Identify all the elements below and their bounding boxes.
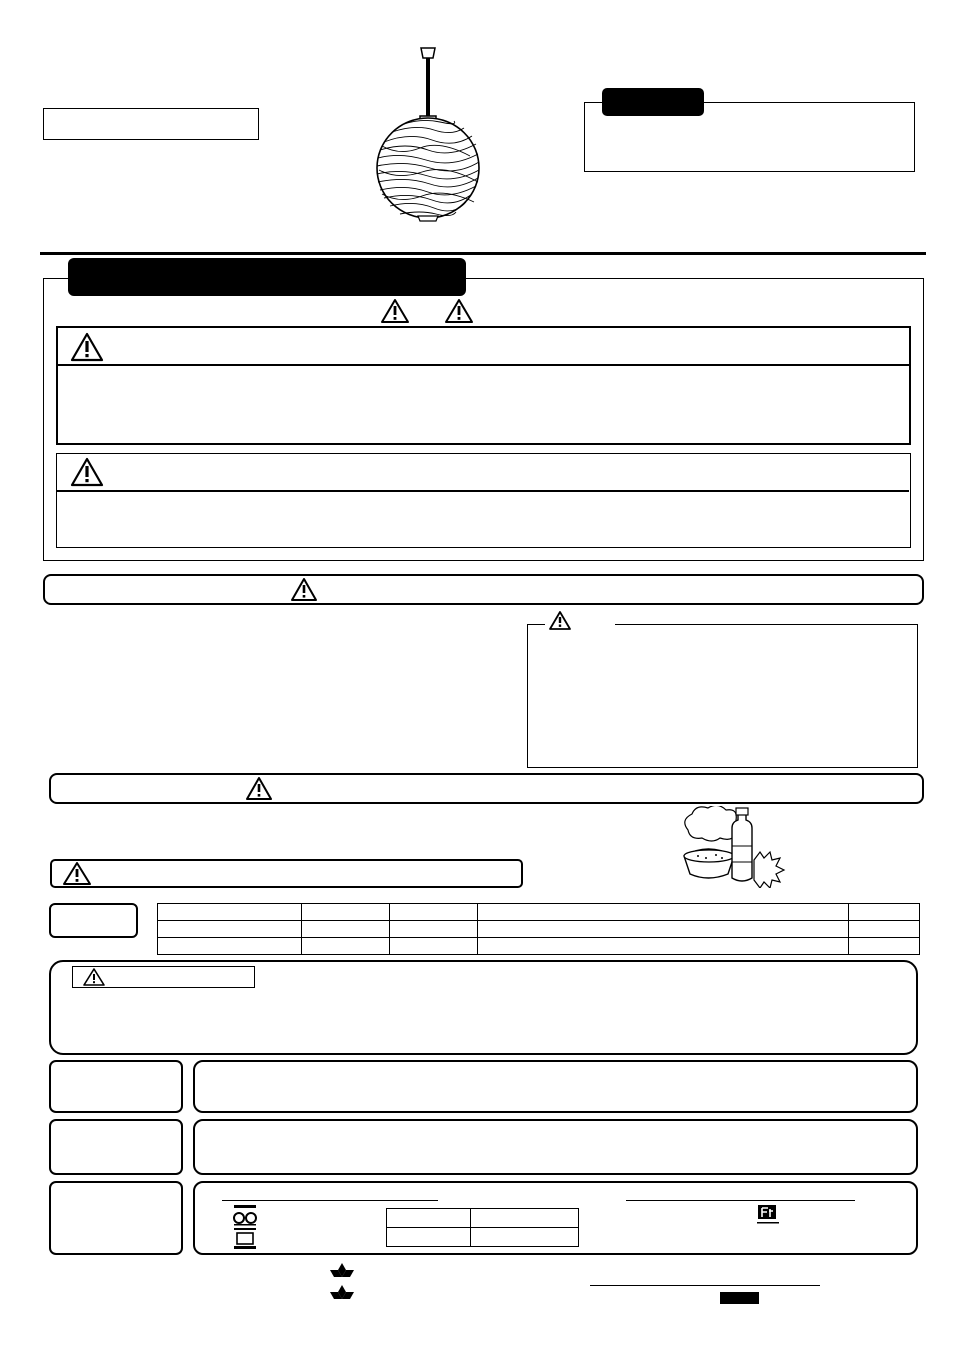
internet-pc-icon (232, 1228, 258, 1250)
table-row (387, 1209, 579, 1228)
table-cell (302, 904, 390, 921)
table-cell (478, 904, 849, 921)
warning-block (56, 326, 911, 445)
table-cell (471, 1228, 579, 1247)
table-cell (478, 921, 849, 938)
table-cell (390, 904, 478, 921)
row-1-label-box (49, 1060, 183, 1113)
warning-triangle-icon (62, 861, 92, 886)
row-2-content-box (193, 1119, 918, 1175)
warning-triangle-icon (70, 332, 104, 362)
solvent-bottle-illustration (676, 806, 788, 888)
notice-tab (602, 88, 704, 116)
small-caution-bar (50, 859, 523, 888)
warning-triangle-icon (70, 457, 104, 487)
table-row (158, 904, 920, 921)
table-cell (849, 904, 920, 921)
table-cell (158, 904, 302, 921)
freecall-icon (756, 1205, 780, 1225)
row-1-content-box (193, 1060, 918, 1113)
table-cell (387, 1209, 471, 1228)
table-cell (158, 938, 302, 955)
table-cell (849, 921, 920, 938)
caution-block (56, 453, 911, 548)
table-cell (390, 938, 478, 955)
safety-section-title-bar (68, 258, 466, 296)
table-cell (471, 1209, 579, 1228)
table-row (387, 1228, 579, 1247)
warning-triangle-icon (444, 298, 474, 324)
warning-block-header (58, 328, 909, 366)
contact-underline (626, 1200, 855, 1201)
usage-section-bar (49, 773, 924, 804)
table-cell (387, 1228, 471, 1247)
pendant-lamp-illustration (370, 44, 486, 244)
spec-table (157, 903, 920, 955)
caution-side-box (527, 624, 918, 768)
warning-triangle-icon (290, 577, 318, 602)
table-row (158, 921, 920, 938)
caution-block-header (57, 454, 909, 492)
table-cell (158, 921, 302, 938)
install-section-bar (43, 574, 924, 605)
three-diamond-logo (330, 1263, 354, 1307)
freedial-icon (232, 1204, 258, 1226)
contact-underline (222, 1200, 438, 1201)
contact-table (386, 1208, 579, 1247)
footer-black-label (720, 1292, 759, 1304)
warning-triangle-icon (380, 298, 410, 324)
table-cell (849, 938, 920, 955)
warning-triangle-icon (245, 776, 273, 801)
row-3-label-box (49, 1181, 183, 1255)
top-divider (40, 252, 926, 255)
table-cell (478, 938, 849, 955)
footer-underline (590, 1285, 820, 1286)
table-cell (302, 921, 390, 938)
warning-triangle-icon (548, 610, 572, 631)
model-name-box (43, 108, 259, 140)
warning-triangle-icon (82, 967, 106, 987)
table-cell (390, 921, 478, 938)
table-row (158, 938, 920, 955)
spec-label-box (49, 903, 138, 938)
table-cell (302, 938, 390, 955)
row-2-label-box (49, 1119, 183, 1175)
